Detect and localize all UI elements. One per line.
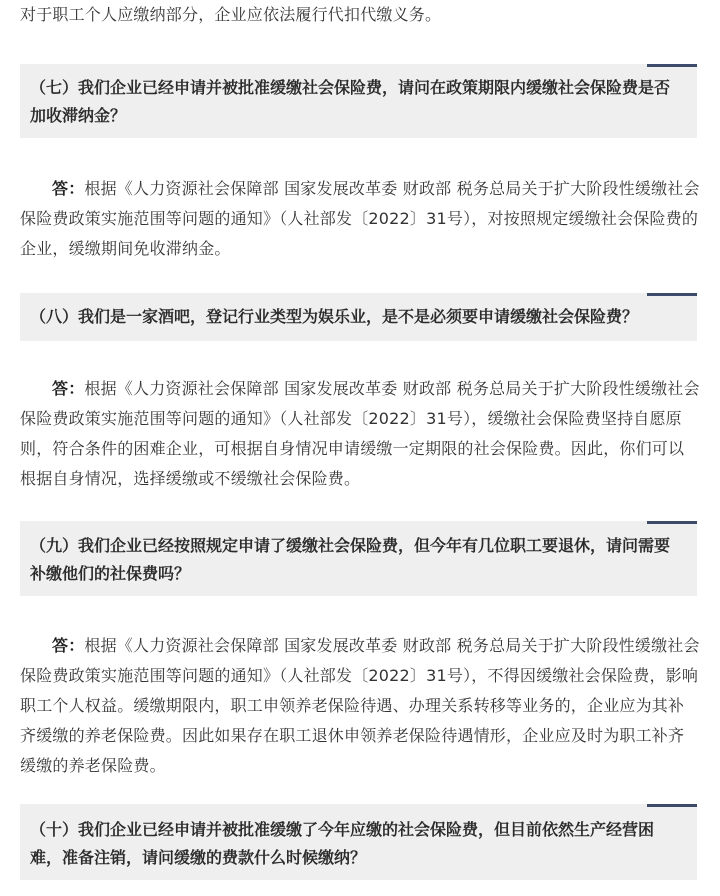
question-text-7: （七）我们企业已经申请并被批准缓缴社会保险费，请问在政策期限内缓缴社会保险费是否加收滞纳金？ xyxy=(30,78,671,125)
answer-paragraph-8 xyxy=(20,374,700,494)
question-box-10 xyxy=(20,804,697,880)
answer-label: 答： xyxy=(52,379,85,398)
answer-label: 答： xyxy=(52,636,85,655)
question-text-10: （十）我们企业已经申请并被批准缓缴了今年应缴的社会保险费，但目前依然生产经营困难，准备注销，请问缓缴的费款什么时候缴纳？ xyxy=(30,820,655,867)
question-text-9: （九）我们企业已经按照规定申请了缓缴社会保险费，但今年有几位职工要退休，请问需要补缴他们的社保费吗？ xyxy=(30,536,671,583)
accent-bar xyxy=(647,804,697,807)
accent-bar xyxy=(647,293,697,296)
intro-paragraph: 对于职工个人应缴纳部分，企业应依法履行代扣代缴义务。 xyxy=(20,5,442,24)
answer-text-9: 根据《人力资源社会保障部 国家发展改革委 财政部 税务总局关于扩大阶段性缓缴社会保险费政策实施范围等问题的通知》（人社部发〔2022〕31号），不得因缓缴社会保险费，影响职工个人权益。缓缴期限内，职工申领养老保险待遇、办理关系转移等业务的，企业应为其补齐缓缴的养老保险费。因此如果存在职工退休申领养老保险待遇情形，企业应及时为职工补齐缓缴的养老保险费。 xyxy=(20,636,700,775)
accent-bar xyxy=(647,521,697,524)
question-text-8: （八）我们是一家酒吧，登记行业类型为娱乐业，是不是必须要申请缓缴社会保险费？ xyxy=(30,307,639,326)
accent-bar xyxy=(647,64,697,67)
answer-paragraph-9 xyxy=(20,631,700,781)
answer-text-8: 根据《人力资源社会保障部 国家发展改革委 财政部 税务总局关于扩大阶段性缓缴社会保险费政策实施范围等问题的通知》（人社部发〔2022〕31号），缓缴社会保险费坚持自愿原则，符合条件的困难企业，可根据自身情况申请缓缴一定期限的社会保险费。因此，你们可以根据自身情况，选择缓缴或不缓缴社会保险费。 xyxy=(20,379,700,488)
answer-text-7: 根据《人力资源社会保障部 国家发展改革委 财政部 税务总局关于扩大阶段性缓缴社会保险费政策实施范围等问题的通知》（人社部发〔2022〕31号），对按照规定缓缴社会保险费的企业，缓缴期间免收滞纳金。 xyxy=(20,179,700,258)
answer-paragraph-7 xyxy=(20,174,700,264)
question-box-7 xyxy=(20,64,697,138)
answer-label: 答： xyxy=(52,179,85,198)
question-box-8 xyxy=(20,293,697,341)
question-box-9 xyxy=(20,521,697,596)
